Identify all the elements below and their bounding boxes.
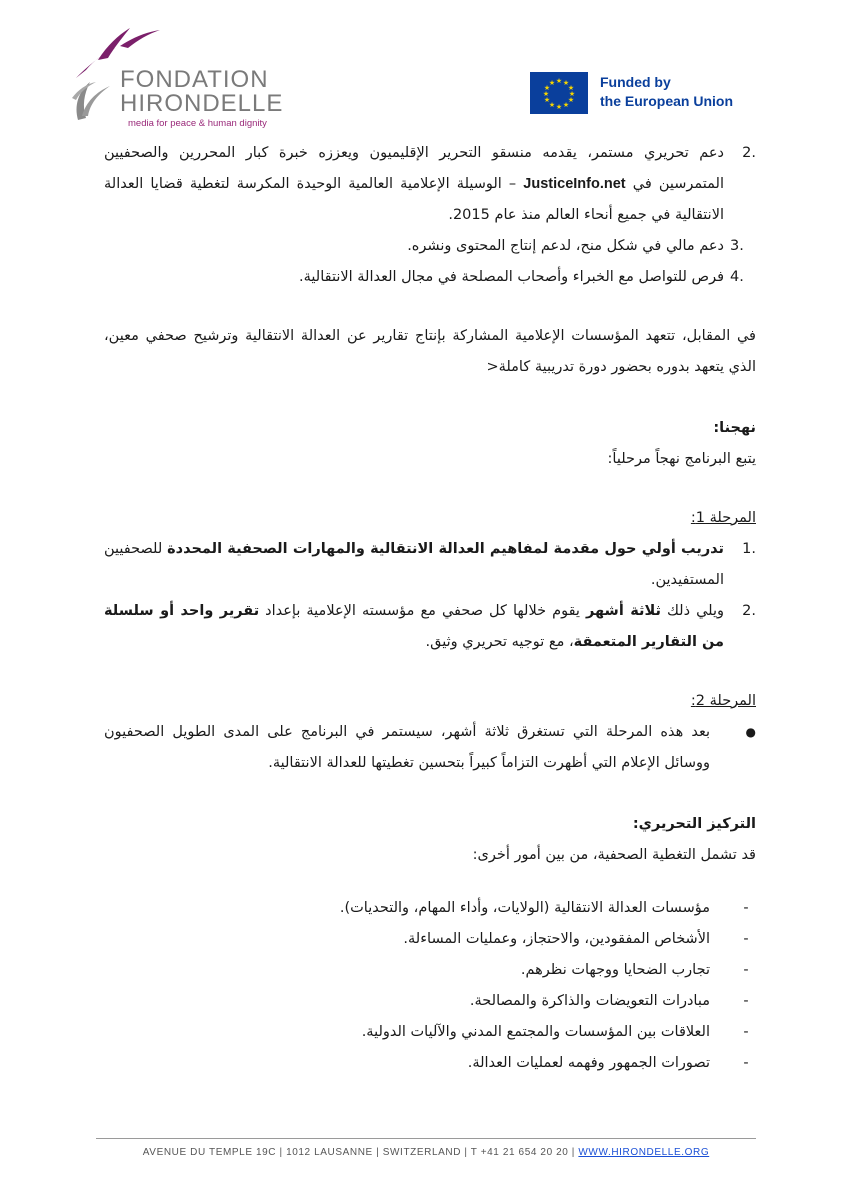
list-item	[104, 534, 756, 596]
dash-icon: -	[743, 962, 749, 978]
eu-flag-icon	[530, 72, 588, 114]
list-item-bold: ثلاثة أشهر	[585, 603, 661, 619]
dash-icon: -	[743, 1055, 749, 1071]
support-list	[104, 138, 756, 293]
list-item-text: العلاقات بين المؤسسات والمجتمع المدني والآليات الدولية.	[361, 1024, 710, 1040]
dash-icon: -	[743, 931, 749, 947]
svg-text:★: ★	[543, 84, 551, 92]
approach-intro: يتبع البرنامج نهجاً مرحلياً:	[607, 451, 756, 467]
svg-text:★: ★	[542, 90, 550, 98]
list-item	[104, 1017, 756, 1048]
list-item-text: دعم مالي في شكل منح، لدعم إنتاج المحتوى ونشره.	[407, 238, 724, 254]
footer-text	[96, 1147, 756, 1158]
list-item	[104, 924, 756, 955]
list-item	[104, 955, 756, 986]
approach-section	[104, 413, 756, 475]
dash-icon: -	[743, 993, 749, 1009]
list-item-text: للصحفيين المستفيدين.	[104, 541, 724, 588]
list-item-text: ، مع توجيه تحريري وثيق.	[425, 634, 574, 650]
page-header	[0, 0, 852, 130]
dash-icon: -	[743, 1024, 749, 1040]
phase1-section	[104, 503, 756, 658]
list-number: 2.	[742, 145, 756, 161]
list-item-text: تجارب الضحايا ووجهات نظرهم.	[520, 962, 710, 978]
funder-line1: Funded by	[600, 74, 671, 90]
eu-funding-badge	[530, 72, 760, 116]
svg-text:★: ★	[548, 79, 556, 87]
list-number: 3.	[730, 238, 744, 254]
org-tagline: media for peace & human dignity	[128, 118, 267, 129]
bullet-icon: ●	[745, 725, 756, 739]
dash-icon: -	[743, 900, 749, 916]
list-item	[104, 717, 756, 779]
funder-line2: the European Union	[600, 93, 733, 109]
svg-text:★: ★	[567, 96, 575, 104]
focus-list	[104, 893, 756, 1079]
list-number: 2.	[742, 603, 756, 619]
list-item-text: ويلي ذلك	[660, 603, 724, 619]
list-item-bold: تقرير واحد أو سلسلة من التقارير المتعمقة	[104, 603, 724, 650]
list-item-text: يقوم خلالها كل صحفي مع مؤسسته الإعلامية بإعداد	[259, 603, 586, 619]
svg-text:★: ★	[543, 96, 551, 104]
footer-address: AVENUE DU TEMPLE 19C | 1012 LAUSANNE | SWITZERLAND | T +41 21 654 20 20 |	[142, 1147, 579, 1158]
list-item	[104, 262, 756, 293]
svg-text:★: ★	[555, 103, 563, 111]
svg-text:★: ★	[567, 84, 575, 92]
list-number: 1.	[742, 541, 756, 557]
editorial-focus-intro: قد تشمل التغطية الصحفية، من بين أمور أخرى:	[472, 847, 756, 863]
phase1-heading: المرحلة 1:	[690, 510, 756, 526]
website-link[interactable]: WWW.HIRONDELLE.ORG	[578, 1147, 710, 1158]
phase2-section	[104, 686, 756, 779]
list-item-text: الأشخاص المفقودين، والاحتجاز، وعمليات المساءلة.	[403, 931, 710, 947]
list-item-text: – الوسيلة الإعلامية العالمية الوحيدة المكرسة لتغطية قضايا العدالة الانتقالية في جميع أنحاء العالم منذ عام 2015.	[104, 176, 724, 223]
list-number: 4.	[730, 269, 744, 285]
org-name-line1: FONDATION	[120, 66, 269, 93]
list-item	[104, 138, 756, 231]
page-footer	[96, 1138, 756, 1158]
editorial-focus-section	[104, 809, 756, 1079]
list-item	[104, 596, 756, 658]
svg-text:★: ★	[562, 101, 570, 109]
svg-text:★: ★	[555, 77, 563, 85]
editorial-focus-heading: التركيز التحريري:	[632, 816, 756, 832]
list-item	[104, 893, 756, 924]
list-item	[104, 1048, 756, 1079]
list-item-text: تصورات الجمهور وفهمه لعمليات العدالة.	[467, 1055, 710, 1071]
list-item-text: مؤسسات العدالة الانتقالية (الولايات، وأداء المهام، والتحديات).	[339, 900, 710, 916]
commitment-paragraph: في المقابل، تتعهد المؤسسات الإعلامية المشاركة بإنتاج تقارير عن العدالة الانتقالية وترشيح صحفي معين، الذي يتعهد بدوره بحضور دورة تدريبية كاملة<	[104, 328, 756, 375]
list-item-bold: تدريب أولي حول مقدمة لمفاهيم العدالة الانتقالية والمهارات الصحفية المحددة	[167, 541, 724, 557]
svg-text:★: ★	[568, 90, 576, 98]
list-item-text: مبادرات التعويضات والذاكرة والمصالحة.	[469, 993, 710, 1009]
org-name-line2: HIRONDELLE	[120, 90, 284, 117]
phase2-heading: المرحلة 2:	[690, 693, 756, 709]
list-item-text: دعم تحريري مستمر، يقدمه منسقو التحرير الإقليميون ويعززه خبرة كبار المحررين والصحفيين المتمرسين في	[104, 145, 725, 192]
document-body	[104, 138, 756, 1079]
list-item	[104, 231, 756, 262]
approach-heading: نهجنا:	[713, 420, 756, 436]
list-item-text: بعد هذه المرحلة التي تستغرق ثلاثة أشهر، سيستمر في البرنامج على المدى الطويل الصحفيون ووسائل الإعلام التي أظهرت التزاماً كبيراً بتحسين تغطيتها للعدالة الانتقالية.	[104, 724, 710, 771]
list-item-text: فرص للتواصل مع الخبراء وأصحاب المصلحة في مجال العدالة الانتقالية.	[299, 269, 724, 285]
svg-text:★: ★	[548, 101, 556, 109]
svg-text:★: ★	[562, 79, 570, 87]
justiceinfo-name: JusticeInfo.net	[523, 176, 626, 192]
hirondelle-logo	[68, 24, 288, 129]
list-item	[104, 986, 756, 1017]
